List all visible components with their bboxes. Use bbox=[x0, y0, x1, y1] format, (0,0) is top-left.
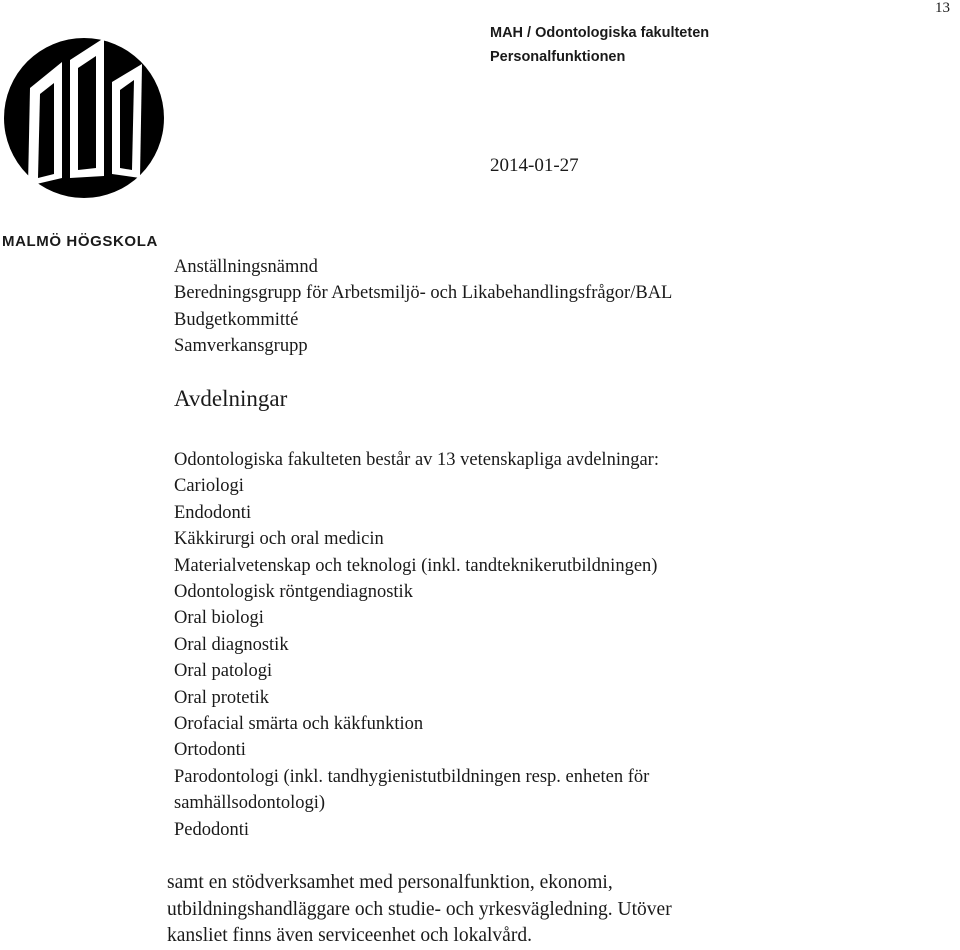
department-item: Endodonti bbox=[174, 502, 252, 523]
department-item: Materialvetenskap och teknologi (inkl. tandteknikerutbildningen) bbox=[174, 555, 658, 576]
header-org-line1: MAH / Odontologiska fakulteten bbox=[490, 25, 710, 41]
department-item: Cariologi bbox=[174, 476, 244, 497]
footer-line: samt en stödverksamhet med personalfunktion, ekonomi, bbox=[167, 872, 613, 893]
logo-wordmark: MALMÖ HÖGSKOLA bbox=[2, 233, 158, 250]
committee-item: Anställningsnämnd bbox=[174, 257, 318, 277]
department-intro: Odontologiska fakulteten består av 13 vetenskapliga avdelningar: bbox=[174, 450, 659, 470]
committee-list bbox=[174, 254, 934, 360]
department-item: Parodontologi (inkl. tandhygienistutbildningen resp. enheten för bbox=[174, 766, 650, 787]
department-item: Käkkirurgi och oral medicin bbox=[174, 529, 384, 550]
department-item: Oral diagnostik bbox=[174, 634, 289, 655]
department-item: Odontologisk röntgendiagnostik bbox=[174, 582, 413, 603]
department-item: Oral protetik bbox=[174, 687, 270, 708]
header-organization bbox=[490, 21, 709, 69]
committee-item: Samverkansgrupp bbox=[174, 336, 308, 357]
malmo-hogskola-logo bbox=[0, 28, 170, 250]
department-item: Ortodonti bbox=[174, 740, 246, 761]
header-org-line2: Personalfunktionen bbox=[490, 49, 626, 65]
footer-paragraph bbox=[167, 870, 947, 950]
department-list bbox=[174, 447, 944, 843]
department-item: Oral patologi bbox=[174, 661, 273, 682]
footer-line: utbildningshandläggare och studie- och yrkesvägledning. Utöver bbox=[167, 898, 672, 920]
section-heading: Avdelningar bbox=[174, 386, 288, 411]
logo-emblem-icon bbox=[0, 28, 170, 208]
document-date: 2014-01-27 bbox=[490, 155, 579, 176]
department-item: Orofacial smärta och käkfunktion bbox=[174, 714, 424, 735]
footer-line: kansliet finns även serviceenhet och lokalvård. bbox=[167, 925, 532, 946]
page-number: 13 bbox=[935, 0, 950, 16]
department-item: samhällsodontologi) bbox=[174, 793, 326, 814]
committee-item: Budgetkommitté bbox=[174, 309, 299, 330]
department-item: Oral biologi bbox=[174, 608, 264, 629]
department-item: Pedodonti bbox=[174, 819, 250, 840]
committee-item: Beredningsgrupp för Arbetsmiljö- och Likabehandlingsfrågor/BAL bbox=[174, 283, 673, 304]
